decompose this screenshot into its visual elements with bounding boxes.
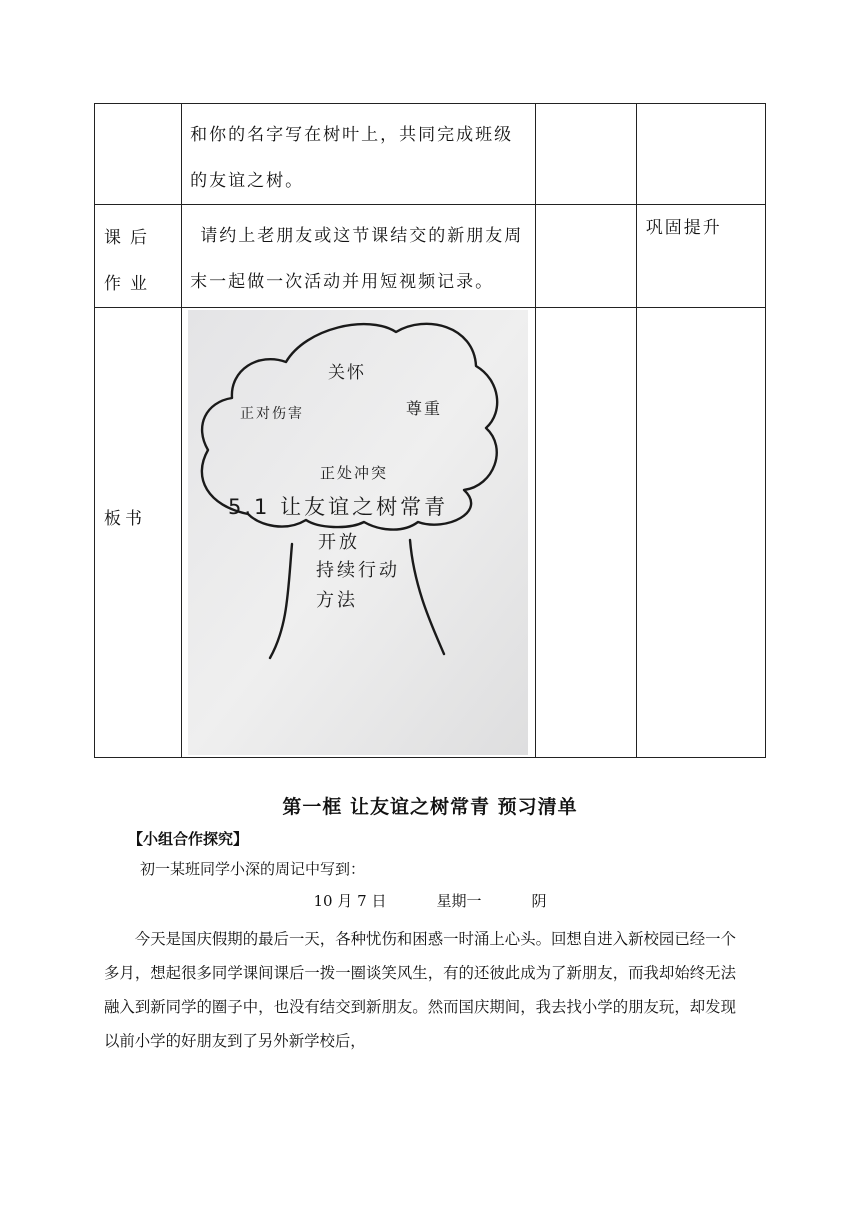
table-cell (182, 308, 536, 758)
homework-label: 课后作业 (104, 228, 156, 294)
board-open: 开放 (318, 532, 361, 553)
table-row (95, 308, 766, 758)
table-cell (535, 104, 636, 205)
diary-header (0, 890, 860, 911)
blackboard-sketch-photo (188, 310, 528, 755)
table-row (95, 205, 766, 308)
table-cell (182, 205, 536, 308)
board-conflict: 正处冲突 (320, 464, 389, 482)
table-row (95, 104, 766, 205)
purpose-text: 巩固提升 (645, 218, 722, 238)
activity-text: 和你的名字写在树叶上，共同完成班级的友谊之树。 (190, 125, 514, 191)
board-label: 板书 (104, 509, 146, 529)
diary-weekday: 星期一 (436, 892, 482, 910)
board-action: 持续行动 (316, 560, 401, 581)
section-heading: 【小组合作探究】 (128, 830, 249, 848)
diary-weather: 阴 (531, 892, 547, 910)
table-cell (535, 205, 636, 308)
table-cell (636, 205, 765, 308)
board-main-title: 5.1 让友谊之树常青 (228, 495, 449, 519)
table-cell (636, 104, 765, 205)
board-method: 方法 (316, 590, 359, 611)
table-cell (182, 104, 536, 205)
table-cell (636, 308, 765, 758)
diary-date: 10 月 7 日 (313, 892, 387, 910)
diary-body: 今天是国庆假期的最后一天，各种忧伤和困惑一时涌上心头。回想自进入新校园已经一个多月，想起很多同学课间课后一拨一圈谈笑风生，有的还彼此成为了新朋友，而我却始终无法融入到新同学的圈子中，也没有结交到新朋友。然而国庆期间，我去找小学的朋友玩，却发现以前小学的好朋友到了另外新学校后， (104, 930, 736, 1050)
intro-text: 初一某班同学小深的周记中写到： (140, 860, 366, 878)
board-hurt: 正对伤害 (240, 406, 305, 422)
table-cell (95, 104, 182, 205)
board-respect: 尊重 (406, 399, 443, 418)
table-cell (535, 308, 636, 758)
table-cell (95, 205, 182, 308)
page-title: 第一框 让友谊之树常青 预习清单 (282, 796, 578, 818)
board-care: 关怀 (328, 363, 367, 383)
homework-text: 请约上老朋友或这节课结交的新朋友周末一起做一次活动并用短视频记录。 (190, 226, 524, 292)
lesson-plan-table (94, 103, 766, 758)
table-cell (95, 308, 182, 758)
